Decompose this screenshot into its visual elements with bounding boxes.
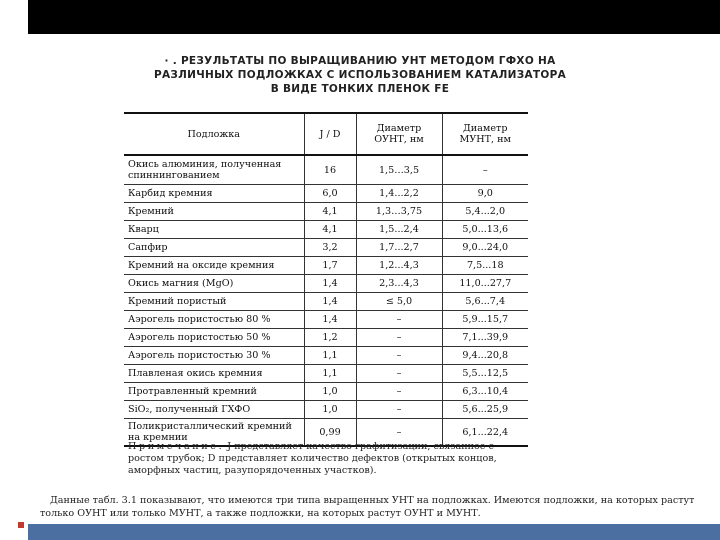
table-row xyxy=(124,329,528,347)
cell-munt-diameter: 9,4...20,8 xyxy=(442,347,528,365)
cell-substrate: Плавленая окись кремния xyxy=(124,365,304,383)
cell-munt-diameter: 5,6...25,9 xyxy=(442,401,528,419)
table-caption xyxy=(120,54,600,96)
cell-munt-diameter: 5,6...7,4 xyxy=(442,293,528,311)
cell-jd: 1,0 xyxy=(304,383,356,401)
cell-jd: 1,1 xyxy=(304,365,356,383)
cell-substrate: Кремний xyxy=(124,203,304,221)
cell-ount-diameter: – xyxy=(356,347,442,365)
table-row xyxy=(124,185,528,203)
table-row xyxy=(124,311,528,329)
table-row xyxy=(124,239,528,257)
cell-jd: 1,1 xyxy=(304,347,356,365)
table-row xyxy=(124,347,528,365)
table-row xyxy=(124,365,528,383)
cell-substrate: Сапфир xyxy=(124,239,304,257)
cell-jd: 4,1 xyxy=(304,203,356,221)
cell-ount-diameter: 1,7...2,7 xyxy=(356,239,442,257)
cell-substrate: Окись магния (MgO) xyxy=(124,275,304,293)
cell-substrate: Окись алюминия, полученная спиннингованием xyxy=(124,155,304,185)
cell-ount-diameter: – xyxy=(356,383,442,401)
cell-munt-diameter: 11,0...27,7 xyxy=(442,275,528,293)
cell-munt-diameter: 7,5...18 xyxy=(442,257,528,275)
cell-munt-diameter: 5,5...12,5 xyxy=(442,365,528,383)
cell-substrate: Карбид кремния xyxy=(124,185,304,203)
cell-munt-diameter: 5,4...2,0 xyxy=(442,203,528,221)
cell-substrate: Аэрогель пористостью 50 % xyxy=(124,329,304,347)
cell-jd: 1,4 xyxy=(304,275,356,293)
cell-ount-diameter: 2,3...4,3 xyxy=(356,275,442,293)
cell-jd: 16 xyxy=(304,155,356,185)
cell-substrate: Протравленный кремний xyxy=(124,383,304,401)
cell-ount-diameter: – xyxy=(356,311,442,329)
table-row xyxy=(124,155,528,185)
table-note xyxy=(128,441,524,477)
cell-munt-diameter: 9,0 xyxy=(442,185,528,203)
cell-munt-diameter: 5,9...15,7 xyxy=(442,311,528,329)
cell-substrate: Аэрогель пористостью 80 % xyxy=(124,311,304,329)
cell-jd: 1,7 xyxy=(304,257,356,275)
cell-substrate: Поликристаллический кремний на кремнии xyxy=(124,419,304,447)
cell-substrate: Аэрогель пористостью 30 % xyxy=(124,347,304,365)
cell-ount-diameter: – xyxy=(356,401,442,419)
bottom-blue-bar xyxy=(28,524,720,540)
cell-ount-diameter: 1,4...2,2 xyxy=(356,185,442,203)
cell-ount-diameter: 1,2...4,3 xyxy=(356,257,442,275)
table-row xyxy=(124,383,528,401)
table-row xyxy=(124,221,528,239)
table-header-row xyxy=(124,113,528,155)
cell-substrate: Кварц xyxy=(124,221,304,239)
cell-munt-diameter: 6,3...10,4 xyxy=(442,383,528,401)
header-jd: J / D xyxy=(304,113,356,155)
summary-paragraph: Данные табл. 3.1 показывают, что имеются три типа выращенных УНТ на подложках. Имеются подложки, на которых растут только ОУНТ или только МУНТ, а также подложки, на которых растут ОУНТ и МУНТ. xyxy=(40,495,695,519)
results-table xyxy=(124,112,528,447)
cell-jd: 1,4 xyxy=(304,311,356,329)
cell-ount-diameter: 1,3…3,75 xyxy=(356,203,442,221)
cell-ount-diameter: 1,5...2,4 xyxy=(356,221,442,239)
header-ount-diameter: Диаметр ОУНТ, нм xyxy=(356,113,442,155)
cell-ount-diameter: – xyxy=(356,329,442,347)
note-label: Примечание. xyxy=(128,441,225,452)
caption-line-3: В ВИДЕ ТОНКИХ ПЛЕНОК FE xyxy=(270,83,450,95)
header-munt-diameter: Диаметр МУНТ, нм xyxy=(442,113,528,155)
cell-ount-diameter: ≤ 5,0 xyxy=(356,293,442,311)
caption-line-2: РАЗЛИЧНЫХ ПОДЛОЖКАХ С ИСПОЛЬЗОВАНИЕМ КАТАЛИЗАТОРА xyxy=(153,69,567,81)
header-substrate: Подложка xyxy=(124,113,304,155)
cell-substrate: Кремний на оксиде кремния xyxy=(124,257,304,275)
table-row xyxy=(124,293,528,311)
cell-jd: 1,0 xyxy=(304,401,356,419)
cell-jd: 6,0 xyxy=(304,185,356,203)
cell-jd: 3,2 xyxy=(304,239,356,257)
cell-munt-diameter: 5,0...13,6 xyxy=(442,221,528,239)
table-row xyxy=(124,401,528,419)
table-body xyxy=(124,155,528,446)
caption-line-1: · . РЕЗУЛЬТАТЫ ПО ВЫРАЩИВАНИЮ УНТ МЕТОДОМ ГФХО НА xyxy=(164,55,556,67)
note-text: J представляет качество графитизации, связанное с ростом трубок; D представляет количество дефектов (открытых концов, аморфных частиц, разупорядоченных участков). xyxy=(128,441,497,476)
cell-jd: 4,1 xyxy=(304,221,356,239)
cell-munt-diameter: 6,1...22,4 xyxy=(442,419,528,447)
top-black-bar xyxy=(28,0,720,34)
table-row xyxy=(124,275,528,293)
cell-substrate: Кремний пористый xyxy=(124,293,304,311)
bullet-square xyxy=(18,522,24,528)
cell-substrate: SiO₂, полученный ГХФО xyxy=(124,401,304,419)
cell-jd: 1,2 xyxy=(304,329,356,347)
cell-jd: 1,4 xyxy=(304,293,356,311)
cell-munt-diameter: 7,1...39,9 xyxy=(442,329,528,347)
cell-jd: 0,99 xyxy=(304,419,356,447)
table-row xyxy=(124,257,528,275)
cell-ount-diameter: 1,5…3,5 xyxy=(356,155,442,185)
cell-ount-diameter: – xyxy=(356,365,442,383)
table-row xyxy=(124,203,528,221)
cell-ount-diameter: – xyxy=(356,419,442,447)
cell-munt-diameter: 9,0...24,0 xyxy=(442,239,528,257)
cell-munt-diameter: – xyxy=(482,164,488,176)
